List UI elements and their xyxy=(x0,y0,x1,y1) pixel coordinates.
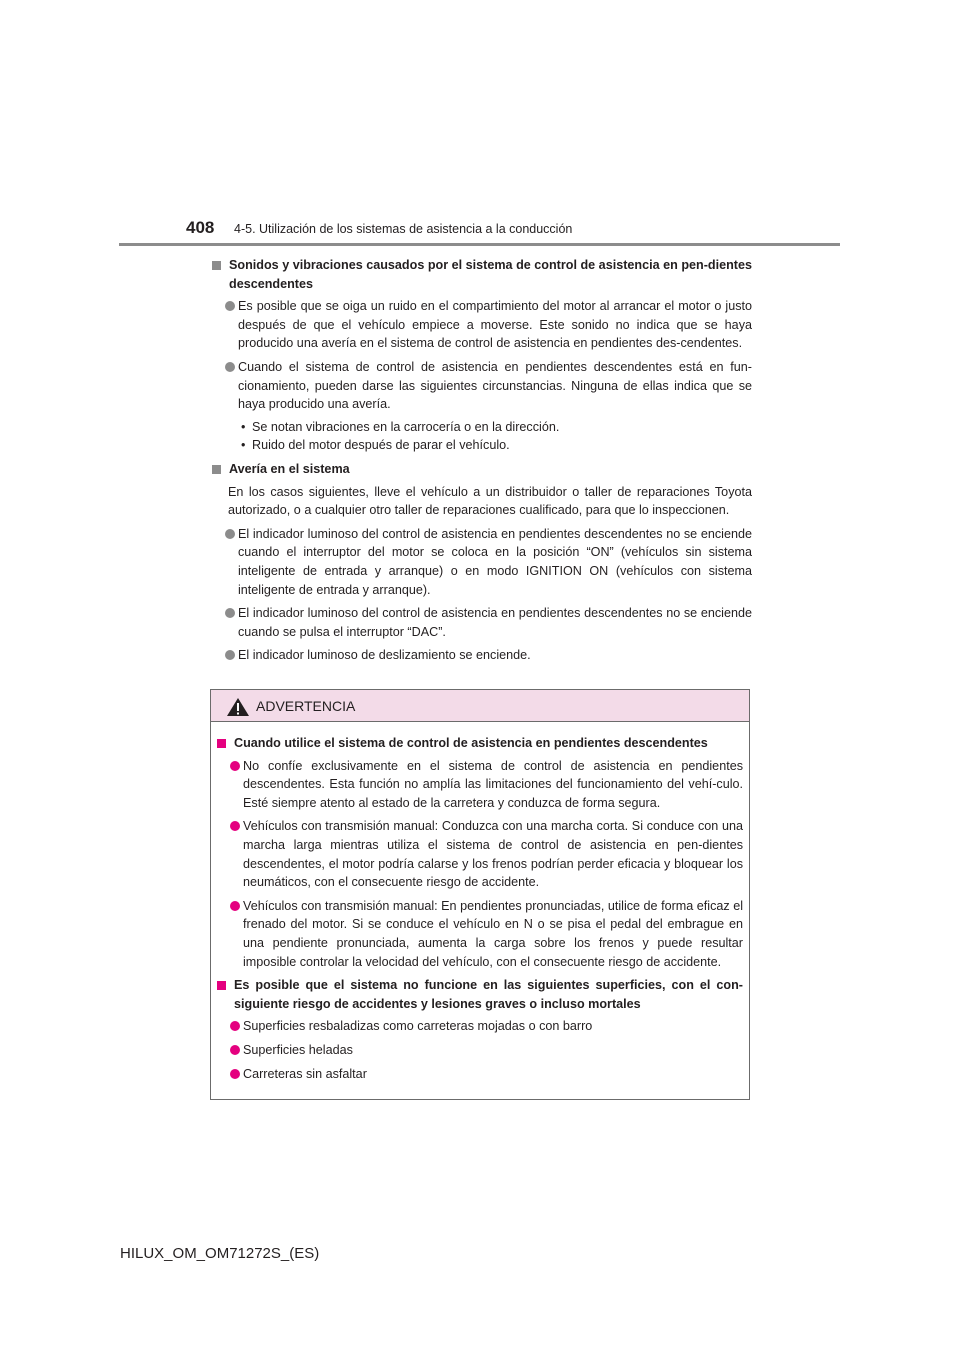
list-item xyxy=(215,757,743,813)
circle-bullet-icon xyxy=(230,821,240,831)
sub-list-item-text: Se notan vibraciones en la carrocería o en la dirección. xyxy=(252,419,560,434)
section-heading xyxy=(210,460,752,479)
warning-heading xyxy=(215,976,743,1013)
circle-bullet-icon xyxy=(225,650,235,660)
main-content xyxy=(210,256,752,670)
dot-bullet-icon: • xyxy=(241,419,246,434)
list-item-text: Superficies heladas xyxy=(243,1042,353,1057)
list-item-text: El indicador luminoso del control de asistencia en pendientes descendentes no se enciende cuando el interruptor del motor se coloca en la posición “ON” (vehículos sin sistema inteligente de entrada y arranque) o en modo IGNITION ON (vehículos con sistema inteligente de entrada y arranque). xyxy=(238,526,752,597)
circle-bullet-icon xyxy=(225,362,235,372)
circle-bullet-icon xyxy=(230,1069,240,1079)
sub-list-item xyxy=(210,436,752,455)
warning-title: ADVERTENCIA xyxy=(256,698,356,714)
dot-bullet-icon: • xyxy=(241,438,246,453)
list-item xyxy=(215,1017,743,1036)
warning-header xyxy=(211,690,749,722)
sub-list xyxy=(238,418,752,455)
list-item xyxy=(210,297,752,353)
list-item xyxy=(210,525,752,599)
list-item-text: Superficies resbaladizas como carreteras mojadas o con barro xyxy=(243,1019,593,1034)
heading-text: Es posible que el sistema no funcione en las siguientes superficies, con el con-siguiente riesgo de accidentes y lesiones graves o incluso mortales xyxy=(234,978,743,1011)
warning-box xyxy=(210,689,750,1100)
heading-text: Sonidos y vibraciones causados por el sistema de control de asistencia en pen-dientes descendentes xyxy=(229,258,752,291)
list-item-text: Cuando el sistema de control de asistencia en pendientes descendentes está en fun-cionamiento, pueden darse las siguientes circunstancias. Ninguna de ellas indica que se haya producido una avería. xyxy=(238,359,752,412)
heading-text: Cuando utilice el sistema de control de asistencia en pendientes descendentes xyxy=(234,736,708,750)
warning-heading xyxy=(215,734,743,753)
list-item xyxy=(215,1041,743,1060)
circle-bullet-icon xyxy=(230,901,240,911)
warning-triangle-icon xyxy=(226,697,250,717)
list-item xyxy=(210,358,752,455)
sub-list-item-text: Ruido del motor después de parar el vehículo. xyxy=(252,438,510,453)
square-bullet-icon xyxy=(217,739,226,748)
list-item xyxy=(215,1065,743,1084)
heading-text: Avería en el sistema xyxy=(229,461,350,476)
section-heading xyxy=(210,256,752,293)
list-item-text: Es posible que se oiga un ruido en el compartimiento del motor al arrancar el motor o justo después de que el vehículo empiece a moverse. Este sonido no indica que se haya producido una avería en el sistema de control de asistencia en pendientes des-cendentes. xyxy=(238,299,752,351)
list-item-text: Vehículos con transmisión manual: Conduzca con una marcha corta. Si conduce con una marcha larga mientras utiliza el sistema de control de asistencia en pen-dientes descendentes, el motor podría calarse y los frenos podrían perder eficacia y bloquear los neumáticos, con el consecuente riesgo de accidente. xyxy=(243,819,743,890)
circle-bullet-icon xyxy=(230,1045,240,1055)
list-item-text: No confíe exclusivamente en el sistema de control de asistencia en pendientes descendentes. Esta función no amplía las limitaciones del funcionamiento del vehí-culo. Esté siempre atento al estado de la carretera y conduzca de forma segura. xyxy=(243,758,743,810)
section-title: 4-5. Utilización de los sistemas de asistencia a la conducción xyxy=(234,222,573,236)
list-item-text: Carreteras sin asfaltar xyxy=(243,1066,367,1081)
square-bullet-icon xyxy=(212,261,221,270)
list-item-text: El indicador luminoso de deslizamiento se enciende. xyxy=(238,648,531,663)
header-rule xyxy=(119,243,840,246)
circle-bullet-icon xyxy=(230,1021,240,1031)
square-bullet-icon xyxy=(217,981,226,990)
list-item xyxy=(210,646,752,665)
document-code: HILUX_OM_OM71272S_(ES) xyxy=(120,1245,320,1262)
list-item-text: El indicador luminoso del control de asistencia en pendientes descendentes no se enciende cuando se pulsa el interruptor “DAC”. xyxy=(238,606,752,639)
circle-bullet-icon xyxy=(225,608,235,618)
page-number: 408 xyxy=(186,218,215,237)
circle-bullet-icon xyxy=(230,761,240,771)
list-item xyxy=(215,897,743,971)
list-item-text: Vehículos con transmisión manual: En pendientes pronunciadas, utilice de forma eficaz el frenado del motor. Si se conduce el vehículo en N o se pisa el pedal del embrague en una pendiente pronunciada, aumenta la carga sobre los frenos y puede resultar imposible controlar la velocidad del vehículo, con el consecuente riesgo de accidente. xyxy=(243,898,743,969)
list-item xyxy=(210,604,752,641)
sub-list-item xyxy=(210,418,752,437)
paragraph: En los casos siguientes, lleve el vehículo a un distribuidor o taller de reparaciones Toyota autorizado, o a cualquier otro taller de reparaciones cualificado, para que lo inspeccionen. xyxy=(228,484,752,518)
circle-bullet-icon xyxy=(225,529,235,539)
circle-bullet-icon xyxy=(225,301,235,311)
square-bullet-icon xyxy=(212,465,221,474)
list-item xyxy=(215,817,743,891)
warning-body xyxy=(215,734,743,1088)
